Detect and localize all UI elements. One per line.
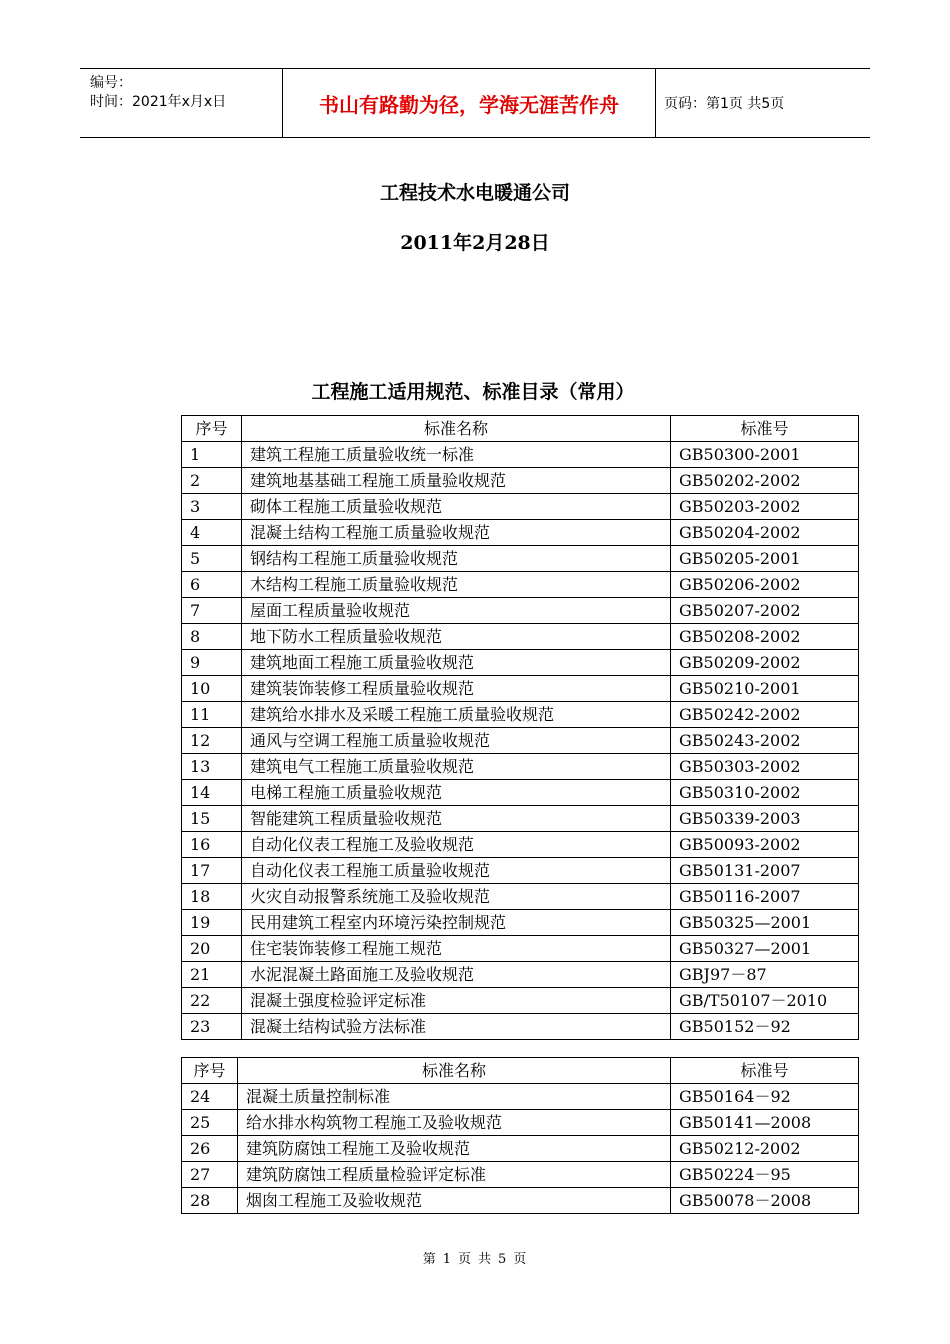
table-row <box>182 936 859 962</box>
standards-table-2 <box>181 1057 859 1214</box>
table-row <box>182 1136 859 1162</box>
standard-name: 混凝土结构试验方法标准 <box>242 1014 671 1040</box>
table-row <box>182 1014 859 1040</box>
column-header-name: 标准名称 <box>238 1058 671 1084</box>
table-row <box>182 598 859 624</box>
row-index: 10 <box>182 676 242 702</box>
table-header-row <box>182 1058 859 1084</box>
row-index: 2 <box>182 468 242 494</box>
standard-code: GB50204-2002 <box>671 520 859 546</box>
standard-code: GBJ97－87 <box>671 962 859 988</box>
header-page-info: 页码：第1页 共5页 <box>664 96 785 112</box>
table-row <box>182 728 859 754</box>
table-row <box>182 962 859 988</box>
row-index: 5 <box>182 546 242 572</box>
footer-word: 第 <box>422 1252 437 1267</box>
standard-code: GB50242-2002 <box>671 702 859 728</box>
row-index: 11 <box>182 702 242 728</box>
row-index: 26 <box>182 1136 238 1162</box>
row-index: 18 <box>182 884 242 910</box>
standard-name: 建筑电气工程施工质量验收规范 <box>242 754 671 780</box>
column-header-index: 序号 <box>182 1058 238 1084</box>
row-index: 23 <box>182 1014 242 1040</box>
document-title: 工程施工适用规范、标准目录（常用） <box>311 381 635 403</box>
standard-code: GB50116-2007 <box>671 884 859 910</box>
table-row <box>182 624 859 650</box>
standard-name: 烟囱工程施工及验收规范 <box>238 1188 671 1214</box>
column-header-index: 序号 <box>182 416 242 442</box>
table-header-row <box>182 416 859 442</box>
standard-code: GB50339-2003 <box>671 806 859 832</box>
standard-code: GB50208-2002 <box>671 624 859 650</box>
table-row <box>182 884 859 910</box>
table-row <box>182 1188 859 1214</box>
row-index: 28 <box>182 1188 238 1214</box>
standard-name: 给水排水构筑物工程施工及验收规范 <box>238 1110 671 1136</box>
standard-name: 混凝土结构工程施工质量验收规范 <box>242 520 671 546</box>
standard-name: 电梯工程施工质量验收规范 <box>242 780 671 806</box>
footer-word: 页 <box>513 1252 528 1267</box>
standard-code: GB50152－92 <box>671 1014 859 1040</box>
standard-name: 建筑工程施工质量验收统一标准 <box>242 442 671 468</box>
standard-name: 建筑防腐蚀工程施工及验收规范 <box>238 1136 671 1162</box>
table-row <box>182 494 859 520</box>
standard-code: GB50093-2002 <box>671 832 859 858</box>
standard-code: GB50202-2002 <box>671 468 859 494</box>
standard-code: GB50212-2002 <box>671 1136 859 1162</box>
table-row <box>182 546 859 572</box>
table-row <box>182 650 859 676</box>
row-index: 9 <box>182 650 242 676</box>
table-row <box>182 468 859 494</box>
standard-name: 建筑防腐蚀工程质量检验评定标准 <box>238 1162 671 1188</box>
standard-code: GB50209-2002 <box>671 650 859 676</box>
standard-name: 砌体工程施工质量验收规范 <box>242 494 671 520</box>
header-time-label: 时间：2021年x月x日 <box>90 94 227 110</box>
table-row <box>182 572 859 598</box>
document-date: 2011年2月28日 <box>400 232 550 254</box>
standard-name: 智能建筑工程质量验收规范 <box>242 806 671 832</box>
table-row <box>182 1084 859 1110</box>
table-row <box>182 1110 859 1136</box>
header-motto: 书山有路勤为径，学海无涯苦作舟 <box>319 92 619 117</box>
row-index: 22 <box>182 988 242 1014</box>
row-index: 16 <box>182 832 242 858</box>
standard-name: 混凝土质量控制标准 <box>238 1084 671 1110</box>
table-row <box>182 1162 859 1188</box>
standard-name: 住宅装饰装修工程施工规范 <box>242 936 671 962</box>
standard-code: GB50203-2002 <box>671 494 859 520</box>
standard-code: GB50131-2007 <box>671 858 859 884</box>
table-row <box>182 832 859 858</box>
row-index: 17 <box>182 858 242 884</box>
row-index: 3 <box>182 494 242 520</box>
page-header <box>80 68 870 138</box>
row-index: 13 <box>182 754 242 780</box>
column-header-code: 标准号 <box>671 1058 859 1084</box>
standards-table-1 <box>181 415 859 1040</box>
table-row <box>182 910 859 936</box>
row-index: 12 <box>182 728 242 754</box>
row-index: 24 <box>182 1084 238 1110</box>
column-header-code: 标准号 <box>671 416 859 442</box>
table-row <box>182 806 859 832</box>
standard-code: GB/T50107－2010 <box>671 988 859 1014</box>
row-index: 14 <box>182 780 242 806</box>
standard-name: 混凝土强度检验评定标准 <box>242 988 671 1014</box>
row-index: 8 <box>182 624 242 650</box>
standard-code: GB50243-2002 <box>671 728 859 754</box>
standard-code: GB50164－92 <box>671 1084 859 1110</box>
standard-name: 自动化仪表工程施工及验收规范 <box>242 832 671 858</box>
table-row <box>182 858 859 884</box>
standard-name: 木结构工程施工质量验收规范 <box>242 572 671 598</box>
standard-name: 建筑地面工程施工质量验收规范 <box>242 650 671 676</box>
standard-name: 自动化仪表工程施工质量验收规范 <box>242 858 671 884</box>
footer-word: 共 <box>478 1252 493 1267</box>
header-meta <box>80 69 282 137</box>
standard-code: GB50300-2001 <box>671 442 859 468</box>
standard-code: GB50206-2002 <box>671 572 859 598</box>
footer-total-pages: 5 <box>498 1252 508 1267</box>
footer-page-number: 1 <box>442 1252 452 1267</box>
table-row <box>182 442 859 468</box>
header-motto-cell <box>282 69 656 137</box>
standard-code: GB50224－95 <box>671 1162 859 1188</box>
table-row <box>182 520 859 546</box>
row-index: 15 <box>182 806 242 832</box>
row-index: 20 <box>182 936 242 962</box>
standard-code: GB50205-2001 <box>671 546 859 572</box>
table-row <box>182 676 859 702</box>
row-index: 19 <box>182 910 242 936</box>
standard-code: GB50210-2001 <box>671 676 859 702</box>
header-number-label: 编号： <box>90 75 132 91</box>
standard-name: 火灾自动报警系统施工及验收规范 <box>242 884 671 910</box>
standard-code: GB50141—2008 <box>671 1110 859 1136</box>
table-row <box>182 780 859 806</box>
table-row <box>182 702 859 728</box>
row-index: 25 <box>182 1110 238 1136</box>
page-footer <box>0 1248 950 1267</box>
standard-name: 屋面工程质量验收规范 <box>242 598 671 624</box>
row-index: 4 <box>182 520 242 546</box>
standard-name: 建筑装饰装修工程质量验收规范 <box>242 676 671 702</box>
standard-code: GB50303-2002 <box>671 754 859 780</box>
standard-name: 建筑地基基础工程施工质量验收规范 <box>242 468 671 494</box>
table-row <box>182 754 859 780</box>
standard-code: GB50207-2002 <box>671 598 859 624</box>
company-name: 工程技术水电暖通公司 <box>379 182 570 204</box>
row-index: 27 <box>182 1162 238 1188</box>
row-index: 1 <box>182 442 242 468</box>
standard-code: GB50325—2001 <box>671 910 859 936</box>
standard-code: GB50310-2002 <box>671 780 859 806</box>
row-index: 6 <box>182 572 242 598</box>
row-index: 7 <box>182 598 242 624</box>
row-index: 21 <box>182 962 242 988</box>
standard-name: 水泥混凝土路面施工及验收规范 <box>242 962 671 988</box>
standard-code: GB50078－2008 <box>671 1188 859 1214</box>
standard-name: 地下防水工程质量验收规范 <box>242 624 671 650</box>
standard-code: GB50327—2001 <box>671 936 859 962</box>
column-header-name: 标准名称 <box>242 416 671 442</box>
standard-name: 建筑给水排水及采暖工程施工质量验收规范 <box>242 702 671 728</box>
standard-name: 通风与空调工程施工质量验收规范 <box>242 728 671 754</box>
standard-name: 钢结构工程施工质量验收规范 <box>242 546 671 572</box>
footer-word: 页 <box>457 1252 472 1267</box>
table-row <box>182 988 859 1014</box>
standard-name: 民用建筑工程室内环境污染控制规范 <box>242 910 671 936</box>
